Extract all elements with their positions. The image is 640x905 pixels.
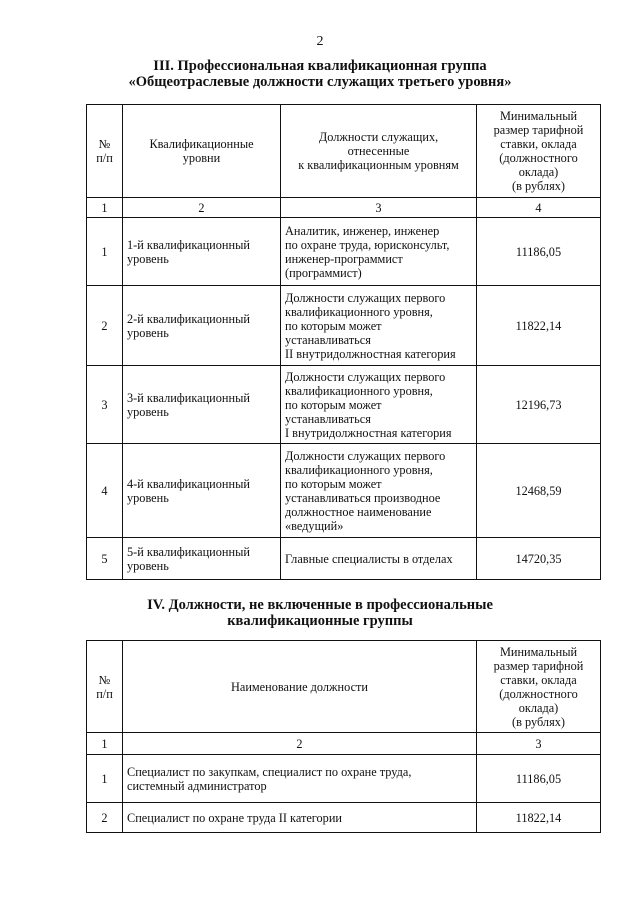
header-positions: Должности служащих, отнесенные к квалификационным уровням xyxy=(281,105,477,198)
row-positions: Главные специалисты в отделах xyxy=(281,538,477,580)
row-level: 2-й квалификационный уровень xyxy=(123,286,281,366)
section3-title: III. Профессиональная квалификационная группа «Общеотраслевые должности служащих третьего уровня» xyxy=(128,58,512,90)
col-number: 1 xyxy=(87,733,123,755)
col-number: 3 xyxy=(477,733,601,755)
col-number: 4 xyxy=(477,198,601,218)
row-salary: 12468,59 xyxy=(477,444,601,538)
table-row xyxy=(87,218,601,286)
table-row xyxy=(87,755,601,803)
section3-header-row xyxy=(87,105,601,198)
header-name: Наименование должности xyxy=(123,641,477,733)
row-num: 1 xyxy=(87,755,123,803)
row-name: Специалист по закупкам, специалист по охране труда, системный администратор xyxy=(123,755,477,803)
header-num: № п/п xyxy=(87,641,123,733)
row-positions: Должности служащих первого квалификационного уровня, по которым может устанавливаться I внутридолжностная категория xyxy=(281,366,477,444)
table-row xyxy=(87,538,601,580)
row-level: 1-й квалификационный уровень xyxy=(123,218,281,286)
col-number: 1 xyxy=(87,198,123,218)
row-salary: 11822,14 xyxy=(477,286,601,366)
row-num: 5 xyxy=(87,538,123,580)
col-number: 2 xyxy=(123,198,281,218)
col-number: 2 xyxy=(123,733,477,755)
row-level: 3-й квалификационный уровень xyxy=(123,366,281,444)
section3-column-numbers-row xyxy=(87,198,601,218)
row-num: 4 xyxy=(87,444,123,538)
section4-header-row xyxy=(87,641,601,733)
row-salary: 12196,73 xyxy=(477,366,601,444)
section4-column-numbers-row xyxy=(87,733,601,755)
section4-table xyxy=(86,640,601,833)
row-positions: Аналитик, инженер, инженер по охране труда, юрисконсульт, инженер-программист (программист) xyxy=(281,218,477,286)
row-num: 3 xyxy=(87,366,123,444)
table-row xyxy=(87,366,601,444)
row-name: Специалист по охране труда II категории xyxy=(123,803,477,833)
row-level: 5-й квалификационный уровень xyxy=(123,538,281,580)
row-positions: Должности служащих первого квалификационного уровня, по которым может устанавливаться производное должностное наименование «ведущий» xyxy=(281,444,477,538)
header-salary: Минимальный размер тарифной ставки, оклада (должностного оклада) (в рублях) xyxy=(477,641,601,733)
row-salary: 14720,35 xyxy=(477,538,601,580)
table-row xyxy=(87,444,601,538)
page-number: 2 xyxy=(316,34,324,49)
row-salary: 11186,05 xyxy=(477,218,601,286)
row-level: 4-й квалификационный уровень xyxy=(123,444,281,538)
row-num: 1 xyxy=(87,218,123,286)
row-positions: Должности служащих первого квалификационного уровня, по которым может устанавливаться II внутридолжностная категория xyxy=(281,286,477,366)
table-row xyxy=(87,286,601,366)
col-number: 3 xyxy=(281,198,477,218)
table-row xyxy=(87,803,601,833)
header-level: Квалификационные уровни xyxy=(123,105,281,198)
section3-table xyxy=(86,104,601,580)
header-salary: Минимальный размер тарифной ставки, оклада (должностного оклада) (в рублях) xyxy=(477,105,601,198)
row-num: 2 xyxy=(87,286,123,366)
section4-title: IV. Должности, не включенные в профессиональные квалификационные группы xyxy=(147,597,493,629)
row-salary: 11186,05 xyxy=(477,755,601,803)
row-num: 2 xyxy=(87,803,123,833)
row-salary: 11822,14 xyxy=(477,803,601,833)
header-num: № п/п xyxy=(87,105,123,198)
